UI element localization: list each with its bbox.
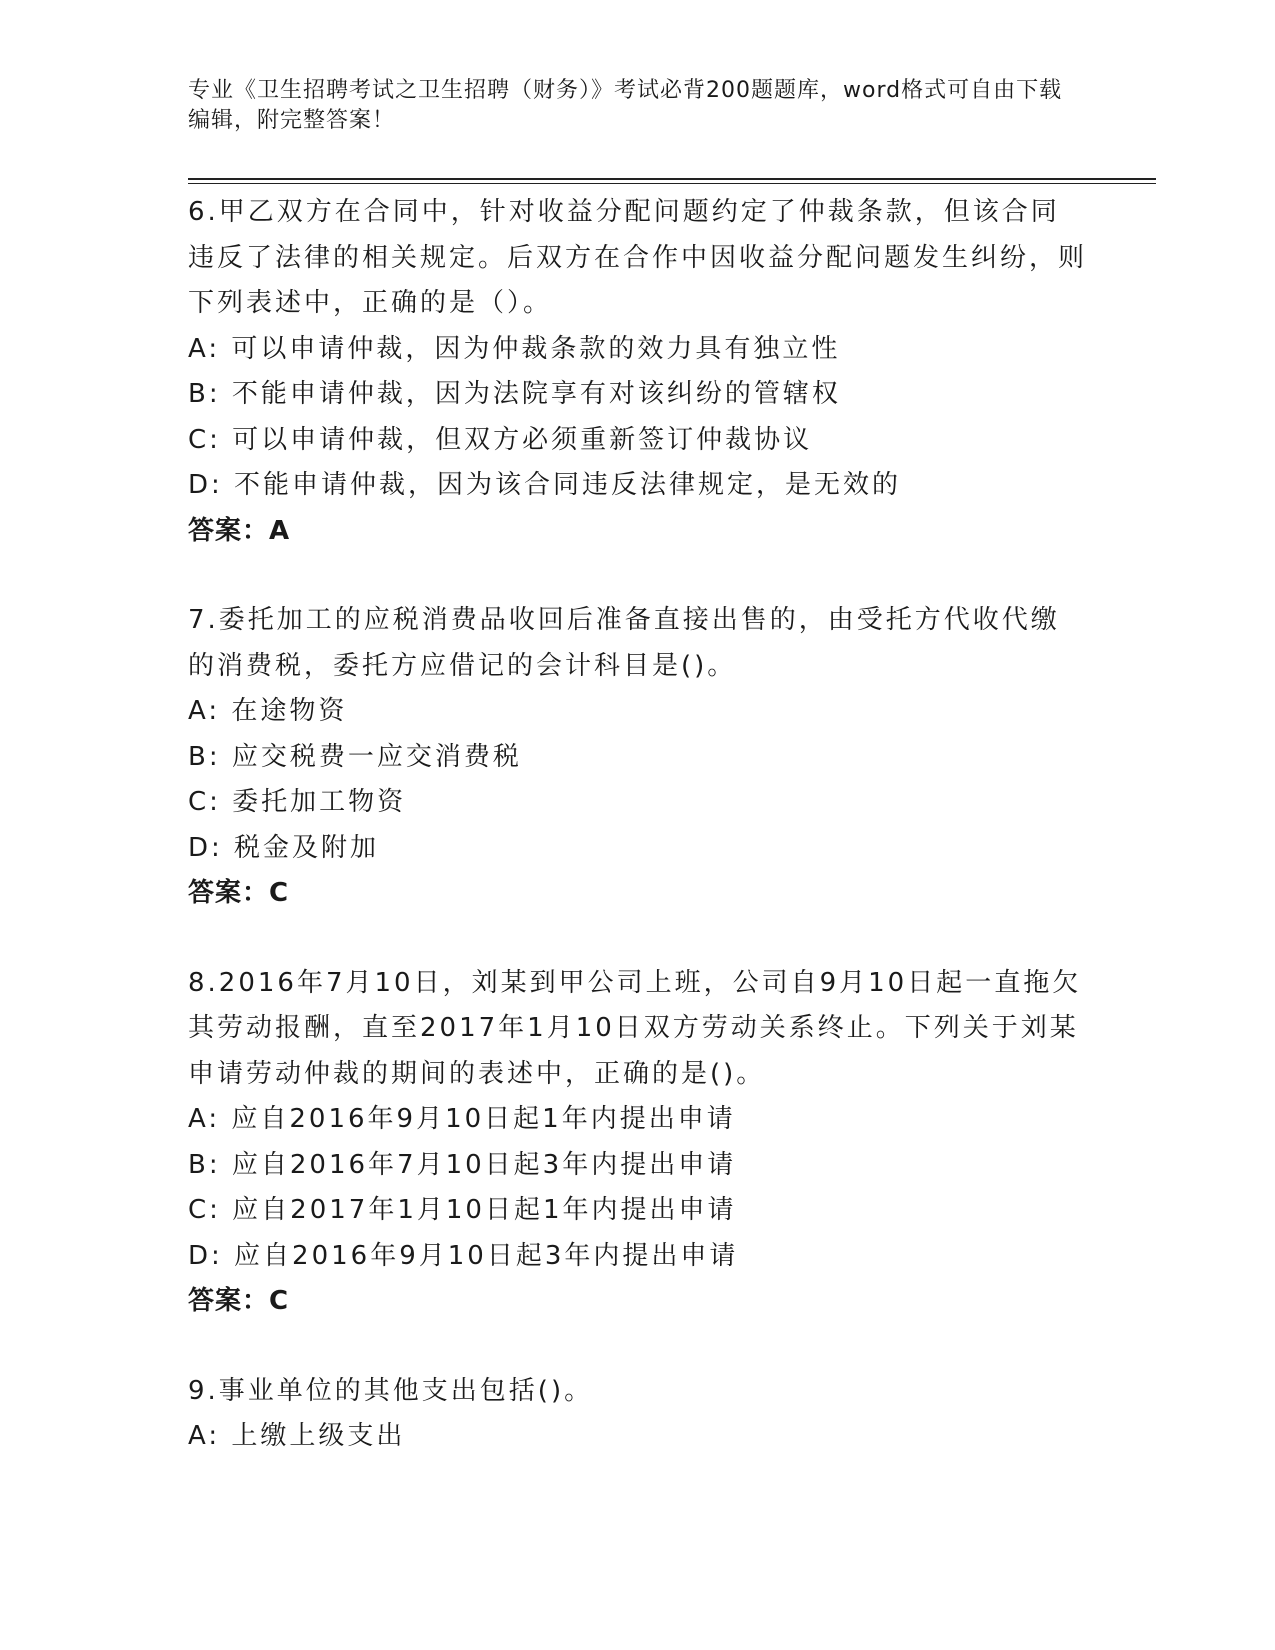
- question-stem: 7.委托加工的应税消费品收回后准备直接出售的，由受托方代收代缴的消费税，委托方应借记的会计科目是()。: [188, 605, 1060, 681]
- question-stem: 6.甲乙双方在合同中，针对收益分配问题约定了仲裁条款，但该合同违反了法律的相关规定。后双方在合作中因收益分配问题发生纠纷，则下列表述中，正确的是（）。: [188, 197, 1088, 318]
- question-6: [188, 190, 1088, 554]
- option-a: A: 可以申请仲裁，因为仲裁条款的效力具有独立性: [188, 333, 841, 364]
- option-d: D: 税金及附加: [188, 832, 380, 863]
- answer-line: 答案：C: [188, 1286, 290, 1316]
- option-c: C: 可以申请仲裁，但双方必须重新签订仲裁协议: [188, 424, 813, 455]
- option-b: B: 不能申请仲裁，因为法院享有对该纠纷的管辖权: [188, 379, 841, 409]
- option-c: C: 应自2017年1月10日起1年内提出申请: [188, 1195, 737, 1225]
- option-a: A: 上缴上级支出: [188, 1421, 406, 1451]
- answer-line: 答案：C: [188, 878, 290, 908]
- option-a: A: 在途物资: [188, 696, 348, 726]
- answer-line: 答案：A: [188, 515, 291, 546]
- option-d: D: 不能申请仲裁，因为该合同违反法律规定，是无效的: [188, 470, 902, 500]
- question-8: [188, 961, 1088, 1325]
- option-c: C: 委托加工物资: [188, 787, 407, 817]
- option-b: B: 应自2016年7月10日起3年内提出申请: [188, 1149, 737, 1180]
- option-b: B: 应交税费一应交消费税: [188, 741, 522, 772]
- question-7: [188, 598, 1088, 917]
- question-list: [188, 190, 1088, 1460]
- document-intro: 专业《卫生招聘考试之卫生招聘（财务）》考试必背200题题库，word格式可自由下载编辑，附完整答案！: [188, 78, 1063, 133]
- header-divider-thin: [188, 183, 1156, 184]
- option-d: D: 应自2016年9月10日起3年内提出申请: [188, 1240, 739, 1271]
- question-stem: 9.事业单位的其他支出包括()。: [188, 1375, 594, 1406]
- option-a: A: 应自2016年9月10日起1年内提出申请: [188, 1104, 736, 1134]
- header-divider-thick: [188, 178, 1156, 180]
- question-stem: 8.2016年7月10日，刘某到甲公司上班，公司自9月10日起一直拖欠其劳动报酬，直至2017年1月10日双方劳动关系终止。下列关于刘某申请劳动仲裁的期间的表述中，正确的是()。: [188, 967, 1082, 1089]
- question-9: [188, 1369, 1088, 1460]
